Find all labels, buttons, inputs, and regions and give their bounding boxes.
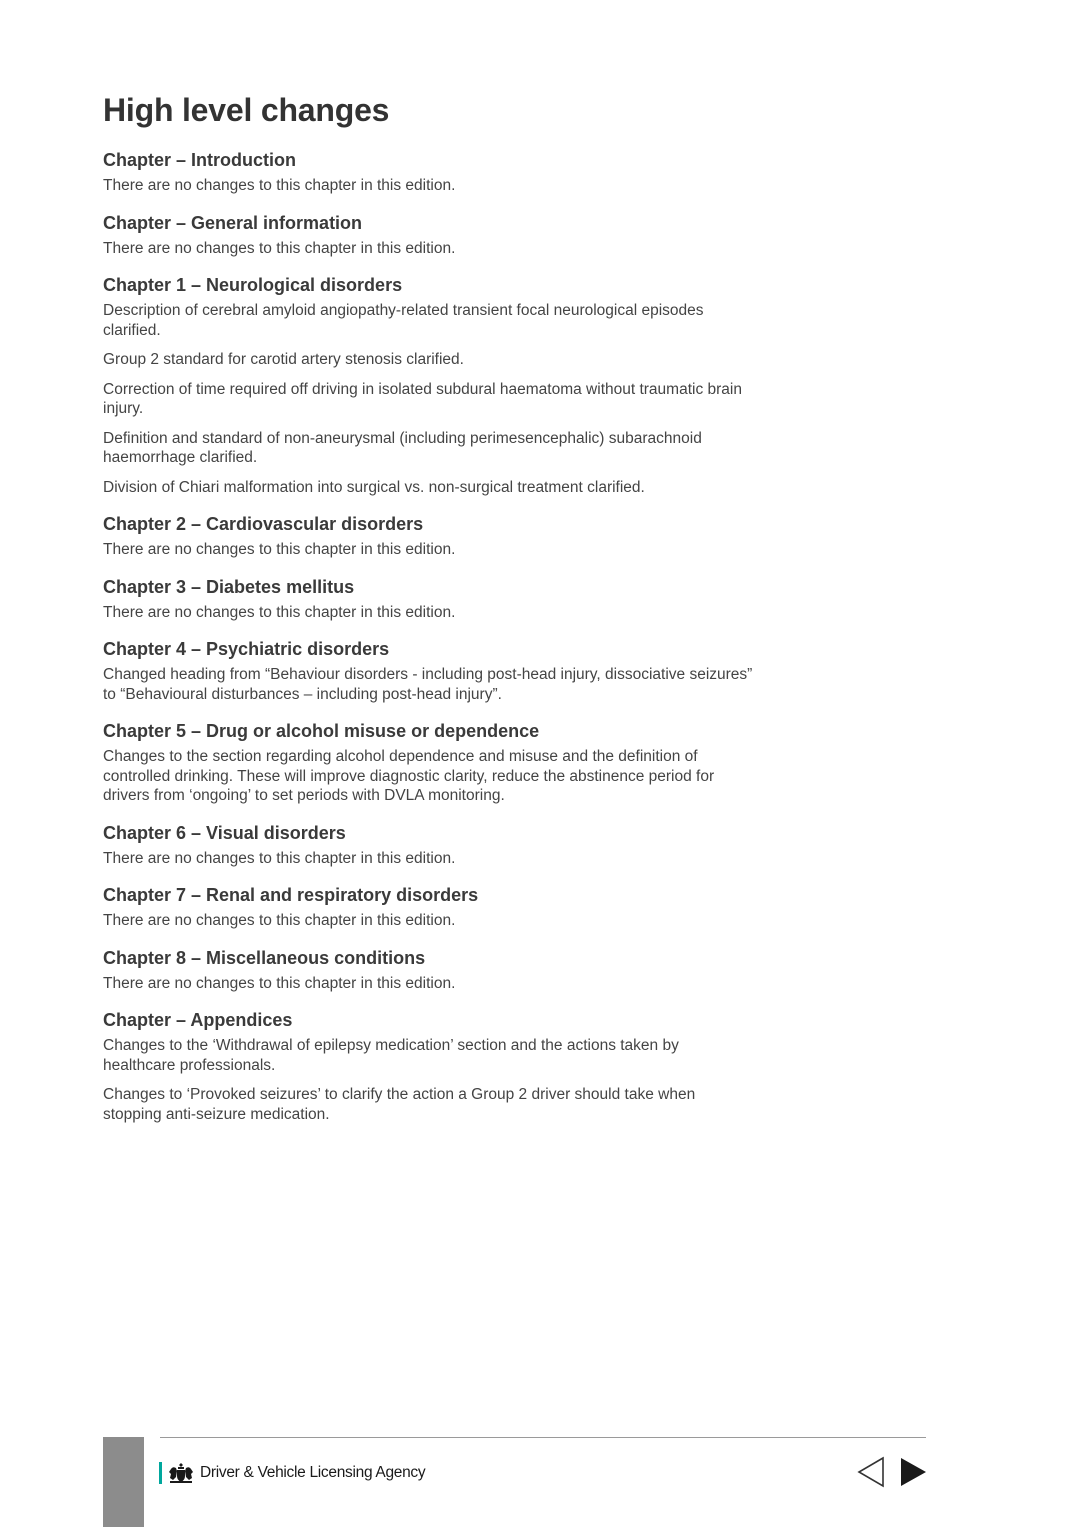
royal-crest-icon xyxy=(168,1462,194,1484)
section-chapter-7 xyxy=(103,884,753,931)
section-paragraph: There are no changes to this chapter in this edition. xyxy=(103,177,456,194)
section-chapter-8 xyxy=(103,947,753,994)
section-paragraph: Changes to the ‘Withdrawal of epilepsy medication’ section and the actions taken by healthcare professionals. xyxy=(103,1037,679,1074)
section-paragraph: Description of cerebral amyloid angiopathy-related transient focal neurological episodes clarified. xyxy=(103,302,704,339)
triangle-right-filled-icon[interactable] xyxy=(898,1456,928,1488)
logo-accent-stripe xyxy=(159,1462,162,1484)
triangle-left-outline-icon[interactable] xyxy=(856,1456,886,1488)
section-chapter-2 xyxy=(103,513,753,560)
section-paragraph: Changes to ‘Provoked seizures’ to clarify the action a Group 2 driver should take when stopping anti-seizure medication. xyxy=(103,1086,696,1123)
agency-logo xyxy=(159,1461,425,1485)
section-chapter-1 xyxy=(103,274,753,497)
section-paragraph: Changed heading from “Behaviour disorders - including post-head injury, dissociative seizures” to “Behavioural disturbances – including post-head injury”. xyxy=(103,666,753,703)
section-paragraph: Correction of time required off driving in isolated subdural haematoma without traumatic brain injury. xyxy=(103,380,742,417)
section-paragraph: There are no changes to this chapter in this edition. xyxy=(103,974,456,992)
sections-list xyxy=(103,149,753,1124)
section-heading: Chapter 5 – Drug or alcohol misuse or dependence xyxy=(103,721,540,741)
section-introduction xyxy=(103,149,753,196)
section-chapter-3 xyxy=(103,576,753,623)
section-paragraph: There are no changes to this chapter in this edition. xyxy=(103,912,456,929)
section-heading: Chapter 3 – Diabetes mellitus xyxy=(103,576,355,597)
section-appendices xyxy=(103,1009,753,1124)
section-heading: Chapter – General information xyxy=(103,212,363,233)
section-paragraph: Definition and standard of non-aneurysmal (including perimesencephalic) subarachnoid haemorrhage clarified. xyxy=(103,429,702,466)
section-paragraph: There are no changes to this chapter in this edition. xyxy=(103,849,456,867)
section-heading: Chapter 2 – Cardiovascular disorders xyxy=(103,514,424,534)
agency-name: Driver & Vehicle Licensing Agency xyxy=(200,1464,426,1481)
section-heading: Chapter 8 – Miscellaneous conditions xyxy=(103,947,426,968)
section-paragraph: There are no changes to this chapter in this edition. xyxy=(103,603,456,621)
section-paragraph: There are no changes to this chapter in this edition. xyxy=(103,239,456,257)
section-paragraph: Division of Chiari malformation into surgical vs. non-surgical treatment clarified. xyxy=(103,478,645,496)
page-content xyxy=(103,92,753,1140)
section-paragraph: There are no changes to this chapter in this edition. xyxy=(103,541,456,558)
section-heading: Chapter 4 – Psychiatric disorders xyxy=(103,639,390,659)
section-general-information xyxy=(103,212,753,259)
footer-divider xyxy=(160,1437,926,1438)
section-chapter-6 xyxy=(103,822,753,869)
section-chapter-4 xyxy=(103,638,753,704)
page-title: High level changes xyxy=(103,92,390,128)
footer-side-bar xyxy=(103,1437,144,1527)
section-heading: Chapter 1 – Neurological disorders xyxy=(103,275,403,295)
section-heading: Chapter – Introduction xyxy=(103,150,296,170)
section-heading: Chapter – Appendices xyxy=(103,1010,293,1030)
section-chapter-5 xyxy=(103,720,753,806)
section-heading: Chapter 7 – Renal and respiratory disorders xyxy=(103,885,479,905)
section-paragraph: Changes to the section regarding alcohol dependence and misuse and the definition of controlled drinking. These will improve diagnostic clarity, reduce the abstinence period for drivers from ‘ongoing’ to set periods with DVLA monitoring. xyxy=(103,748,715,804)
section-paragraph: Group 2 standard for carotid artery stenosis clarified. xyxy=(103,351,464,368)
section-heading: Chapter 6 – Visual disorders xyxy=(103,822,346,843)
